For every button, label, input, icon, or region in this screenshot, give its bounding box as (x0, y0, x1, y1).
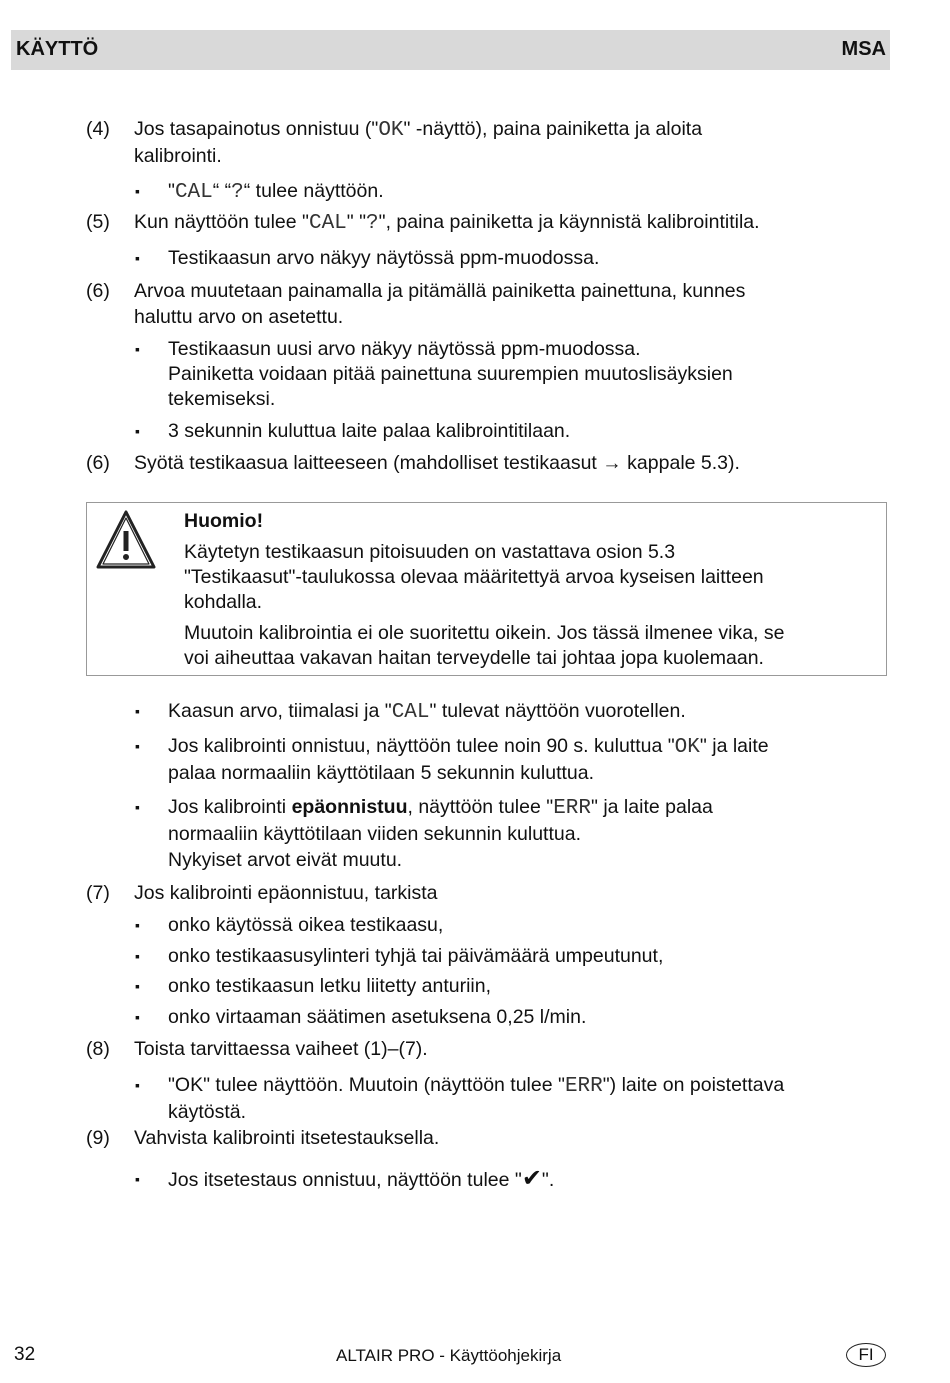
bullet-icon: ▪ (135, 1009, 140, 1025)
language-badge: FI (846, 1343, 886, 1367)
warning-text: "Testikaasut"-taulukossa olevaa määritettyä arvoa kyseisen laitteen (184, 566, 764, 588)
bullet-icon: ▪ (135, 341, 140, 357)
warning-box (86, 502, 887, 676)
warning-text: voi aiheuttaa vakavan haitan terveydelle tai johtaa jopa kuolemaan. (184, 647, 764, 669)
bullet-text: onko virtaaman säätimen asetuksena 0,25 l/min. (168, 1006, 587, 1028)
step-number: (5) (86, 211, 110, 233)
step-text: Arvoa muutetaan painamalla ja pitämällä painiketta painettuna, kunnes (134, 280, 746, 302)
bullet-icon: ▪ (135, 917, 140, 933)
header-section-title: KÄYTTÖ (16, 38, 99, 60)
arrow-right-icon: → (602, 452, 622, 474)
step-number: (6) (86, 452, 110, 474)
step-number: (9) (86, 1127, 110, 1149)
bullet-text: "CAL“ “?“ tulee näyttöön. (168, 180, 384, 204)
warning-text: Muutoin kalibrointia ei ole suoritettu oikein. Jos tässä ilmenee vika, se (184, 622, 785, 644)
bullet-text: Jos kalibrointi onnistuu, näyttöön tulee noin 90 s. kuluttua "OK" ja laite (168, 735, 769, 759)
bullet-icon: ▪ (135, 799, 140, 815)
bullet-text-cont: palaa normaaliin käyttötilaan 5 sekunnin kuluttua. (168, 762, 595, 784)
page-number: 32 (14, 1344, 36, 1365)
step-text: Jos tasapainotus onnistuu ("OK" -näyttö), paina painiketta ja aloita (134, 118, 703, 142)
step-text: Syötä testikaasua laitteeseen (mahdolliset testikaasut → kappale 5.3). (134, 452, 740, 474)
footer-title: ALTAIR PRO - Käyttöohjekirja (336, 1346, 562, 1365)
step-text: Toista tarvittaessa vaiheet (1)–(7). (134, 1038, 428, 1060)
bullet-text: Testikaasun uusi arvo näkyy näytössä ppm-muodossa. (168, 338, 641, 360)
step-text: Vahvista kalibrointi itsetestauksella. (134, 1127, 440, 1149)
bullet-text: onko testikaasun letku liitetty anturiin, (168, 975, 492, 997)
bullet-icon: ▪ (135, 423, 140, 439)
step-number: (6) (86, 280, 110, 302)
warning-text: kohdalla. (184, 591, 263, 613)
bullet-text-cont: käytöstä. (168, 1101, 247, 1123)
bullet-text: Testikaasun arvo näkyy näytössä ppm-muodossa. (168, 247, 600, 269)
warning-triangle-icon (95, 509, 157, 571)
bullet-icon: ▪ (135, 703, 140, 719)
bullet-text: onko testikaasusylinteri tyhjä tai päivämäärä umpeutunut, (168, 945, 664, 967)
step-text-cont: haluttu arvo on asetettu. (134, 306, 344, 328)
bullet-icon: ▪ (135, 183, 140, 199)
bullet-icon: ▪ (135, 978, 140, 994)
step-text-cont: kalibrointi. (134, 145, 222, 167)
warning-text: Käytetyn testikaasun pitoisuuden on vastattava osion 5.3 (184, 541, 676, 563)
checkmark-icon: ✔ (521, 1165, 542, 1192)
page-header (11, 30, 890, 70)
bullet-icon: ▪ (135, 948, 140, 964)
bullet-icon: ▪ (135, 738, 140, 754)
bullet-text-cont: Nykyiset arvot eivät muutu. (168, 849, 403, 871)
bullet-text-cont: normaaliin käyttötilaan viiden sekunnin kuluttua. (168, 823, 581, 845)
bullet-text: Jos itsetestaus onnistuu, näyttöön tulee "✔". (168, 1165, 555, 1192)
step-text: Jos kalibrointi epäonnistuu, tarkista (134, 882, 438, 904)
bullet-text-cont: tekemiseksi. (168, 388, 276, 410)
bullet-text: 3 sekunnin kuluttua laite palaa kalibrointitilaan. (168, 420, 571, 442)
bullet-text: Jos kalibrointi epäonnistuu, näyttöön tulee "ERR" ja laite palaa (168, 796, 713, 820)
bullet-icon: ▪ (135, 250, 140, 266)
step-number: (7) (86, 882, 110, 904)
bullet-icon: ▪ (135, 1171, 140, 1187)
warning-title: Huomio! (184, 510, 264, 532)
header-brand: MSA (841, 38, 886, 60)
step-number: (8) (86, 1038, 110, 1060)
bullet-text: onko käytössä oikea testikaasu, (168, 914, 444, 936)
step-text: Kun näyttöön tulee "CAL" "?", paina painiketta ja käynnistä kalibrointitila. (134, 211, 760, 235)
bullet-text: "OK" tulee näyttöön. Muutoin (näyttöön tulee "ERR") laite on poistettava (168, 1074, 785, 1098)
bullet-text: Kaasun arvo, tiimalasi ja "CAL" tulevat näyttöön vuorotellen. (168, 700, 686, 724)
bullet-icon: ▪ (135, 1077, 140, 1093)
step-number: (4) (86, 118, 110, 140)
bullet-text-cont: Painiketta voidaan pitää painettuna suurempien muutoslisäyksien (168, 363, 733, 385)
